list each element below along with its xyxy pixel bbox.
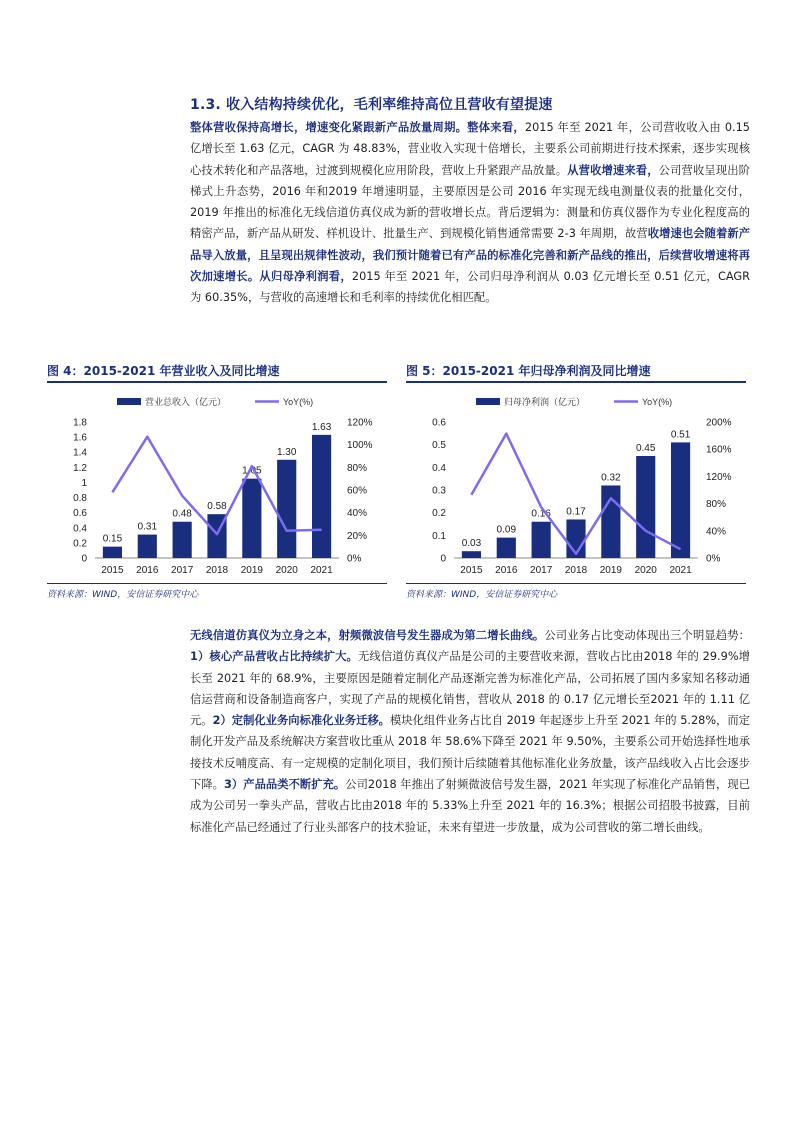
y-left-tick-label: 0	[81, 553, 87, 565]
y-right-tick-label: 160%	[706, 444, 732, 456]
legend-bar-swatch	[476, 398, 500, 405]
bar-value-label: 0.09	[496, 524, 517, 536]
x-tick-label: 2018	[205, 565, 229, 576]
para2-text-4: 公司2018 年推出了射频微波信号发生器，2021 年实现了标准化产品销售，现已成为公司另一拳头产品，营收占比由2018 年的 5.33%上升至 2021 年的 16.3%；根据公司招股书披露，目前标准化产品已经通过了行业头部客户的技术验证，未来有望进一步放量，成为公司营收的第二增长曲线。	[190, 778, 750, 834]
para1-text-3: 2015 年至 2021 年，公司归母净利润从 0.03 亿元增长至 0.51 亿元，CAGR 为 60.35%，与营收的高速增长和毛利率的持续优化相匹配。	[190, 270, 750, 305]
section-title: 1.3. 收入结构持续优化，毛利率维持高位且营收有望提速	[190, 97, 553, 113]
figure-5-source: 资料来源：WIND，安信证券研究中心	[406, 590, 558, 600]
bar-value-label: 1.30	[276, 446, 297, 458]
x-tick-label: 2015	[460, 565, 483, 576]
para2-bold-3: 2）定制化业务向标准化业务迁移。	[212, 714, 390, 728]
bar-2016	[497, 538, 516, 558]
bar-value-label: 0.03	[461, 538, 482, 550]
y-left-tick-label: 1.8	[73, 417, 87, 429]
x-tick-label: 2018	[564, 565, 588, 576]
figure-4-rule	[47, 381, 387, 383]
figure-4-chart	[47, 386, 387, 581]
x-tick-label: 2020	[634, 565, 657, 576]
figure-4-bottom-rule	[47, 583, 387, 584]
legend-bar-label: 归母净利润（亿元）	[504, 397, 586, 407]
para2-bold-4: 3）产品品类不断扩充。	[224, 778, 346, 792]
bar-value-label: 1.63	[311, 421, 332, 433]
x-tick-label: 2020	[275, 565, 298, 576]
legend-line-label: YoY(%)	[283, 397, 314, 407]
x-tick-label: 2019	[240, 565, 263, 576]
y-right-tick-label: 0%	[347, 553, 362, 565]
y-right-tick-label: 0%	[706, 553, 721, 565]
bar-2019	[242, 479, 261, 558]
bar-value-label: 0.58	[207, 501, 227, 513]
para1-text-1: 2015 年至 2021 年，公司营收收入由 0.15 亿增长至 1.63 亿元，CAGR 为 48.83%，营业收入实现十倍增长，主要系公司前期进行技术探索，逐步实现核心技术转化和产品落地，过渡到规模化应用阶段，营收上升紧跟产品放量。	[190, 121, 750, 177]
y-left-tick-label: 0.1	[432, 530, 446, 542]
bar-2017	[173, 522, 192, 558]
para2-text-3: 模块化组件业务占比自 2019 年起逐步上升至 2021 年的 5.28%，而定制化开发产品及系统解决方案营收比重从 2018 年 58.6%下降至 2021 年 9.50%，主要系公司开始选择性地承接技术反哺度高、有一定规模的定制化项目，我们预计后续随着其他标准化业务放量，该产品线收入占比会逐步下降。	[190, 714, 750, 792]
y-right-tick-label: 120%	[706, 471, 732, 483]
x-tick-label: 2015	[101, 565, 124, 576]
para1-text-2: 公司营收呈现出阶梯式上升态势，2016 年和2019 年增速明显，主要原因是公司 2016 年实现无线电测量仪表的批量化交付，2019 年推出的标准化无线信道仿真仪成为新的营收增长点。背后逻辑为：测量和仿真仪器作为专业化程度高的精密产品，新产品从研发、样机设计、批量生产、到规模化销售通常需要 2-3 年周期，故营	[190, 163, 750, 241]
para2-bold-2: 1）核心产品营收占比持续扩大。	[190, 650, 358, 664]
bar-value-label: 0.16	[531, 508, 551, 520]
bar-value-label: 0.32	[601, 472, 621, 484]
para2-text-1: 公司业务占比变动体现出三个明显趋势：	[544, 629, 750, 642]
y-left-tick-label: 1	[81, 477, 87, 489]
y-right-tick-label: 40%	[706, 526, 727, 538]
legend-line-label: YoY(%)	[642, 397, 673, 407]
x-tick-label: 2016	[136, 565, 159, 576]
y-left-tick-label: 0.8	[73, 493, 87, 505]
bar-2015	[462, 551, 481, 558]
para1-bold-2: 从营收增速来看，	[567, 163, 659, 177]
x-tick-label: 2017	[171, 565, 194, 576]
para2-text-2: 无线信道仿真仪产品是公司的主要营收来源，营收占比由2018 年的 29.9%增长至 2021 年的 68.9%，主要原因是随着定制化产品逐渐完善为标准化产品，公司拓展了国内多家知名移动通信运营商和设备制造商客户，实现了产品的规模化销售，营收从 2018 的 0.17 亿元增长至2021 年的 1.11 亿元。	[190, 650, 750, 728]
y-right-tick-label: 60%	[347, 485, 368, 497]
x-tick-label: 2021	[310, 565, 333, 576]
y-right-tick-label: 20%	[347, 530, 368, 542]
y-left-tick-label: 0.4	[432, 462, 446, 474]
y-left-tick-label: 0.3	[432, 485, 446, 497]
y-left-tick-label: 0.6	[73, 508, 87, 520]
y-right-tick-label: 80%	[706, 499, 727, 511]
bar-value-label: 0.31	[137, 521, 158, 533]
x-tick-label: 2017	[530, 565, 553, 576]
y-left-tick-label: 0.4	[73, 523, 87, 535]
paragraph-business-structure	[190, 625, 750, 838]
bar-value-label: 0.48	[172, 508, 192, 520]
para2-bold-1: 无线信道仿真仪为立身之本，射频微波信号发生器成为第二增长曲线。	[190, 629, 545, 642]
bar-2019	[601, 485, 620, 558]
y-right-tick-label: 40%	[347, 508, 368, 520]
y-left-tick-label: 0.2	[432, 508, 446, 520]
figure-4-title: 图 4：2015-2021 年营业收入及同比增速	[47, 364, 280, 378]
para1-bold-3: 收增速也会随着新产品导入放量，且呈现出规律性波动，我们预计随着已有产品的标准化完善和新产品线的推出，后续营收增速将再次加速增长。从归母净利润看，	[190, 227, 750, 284]
legend-bar-swatch	[117, 398, 141, 405]
x-tick-label: 2016	[495, 565, 518, 576]
x-tick-label: 2019	[599, 565, 622, 576]
bar-2020	[277, 460, 296, 558]
y-left-tick-label: 1.4	[73, 447, 87, 459]
bar-2021	[312, 435, 331, 558]
y-left-tick-label: 0.5	[432, 440, 446, 452]
bar-value-label: 0.45	[635, 443, 656, 454]
legend-bar-label: 营业总收入（亿元）	[145, 397, 227, 407]
x-tick-label: 2021	[669, 565, 692, 576]
y-right-tick-label: 100%	[347, 440, 373, 452]
y-right-tick-label: 120%	[347, 417, 373, 429]
y-left-tick-label: 0	[440, 553, 446, 565]
bar-2017	[532, 522, 551, 558]
bar-2020	[636, 456, 655, 558]
figure-4-source: 资料来源：WIND，安信证券研究中心	[47, 590, 199, 600]
bar-2015	[103, 547, 122, 558]
y-left-tick-label: 0.2	[73, 538, 87, 550]
paragraph-revenue-growth	[190, 117, 750, 309]
bar-2021	[671, 442, 690, 558]
figure-5-rule	[406, 381, 746, 383]
y-left-tick-label: 1.2	[73, 462, 87, 474]
y-left-tick-label: 0.6	[432, 417, 446, 429]
bar-2016	[138, 535, 157, 558]
y-right-tick-label: 200%	[706, 417, 732, 429]
figure-5-chart	[406, 386, 746, 581]
bar-value-label: 0.15	[102, 533, 123, 545]
bar-value-label: 1.05	[242, 465, 262, 477]
figure-5-title: 图 5：2015-2021 年归母净利润及同比增速	[406, 364, 651, 378]
y-right-tick-label: 80%	[347, 462, 368, 474]
bar-value-label: 0.51	[670, 429, 691, 441]
para1-bold-1: 整体营收保持高增长，增速变化紧跟新产品放量周期。整体来看，	[190, 121, 525, 134]
figure-5-bottom-rule	[406, 583, 746, 584]
bar-value-label: 0.17	[566, 506, 586, 518]
y-left-tick-label: 1.6	[73, 432, 87, 444]
